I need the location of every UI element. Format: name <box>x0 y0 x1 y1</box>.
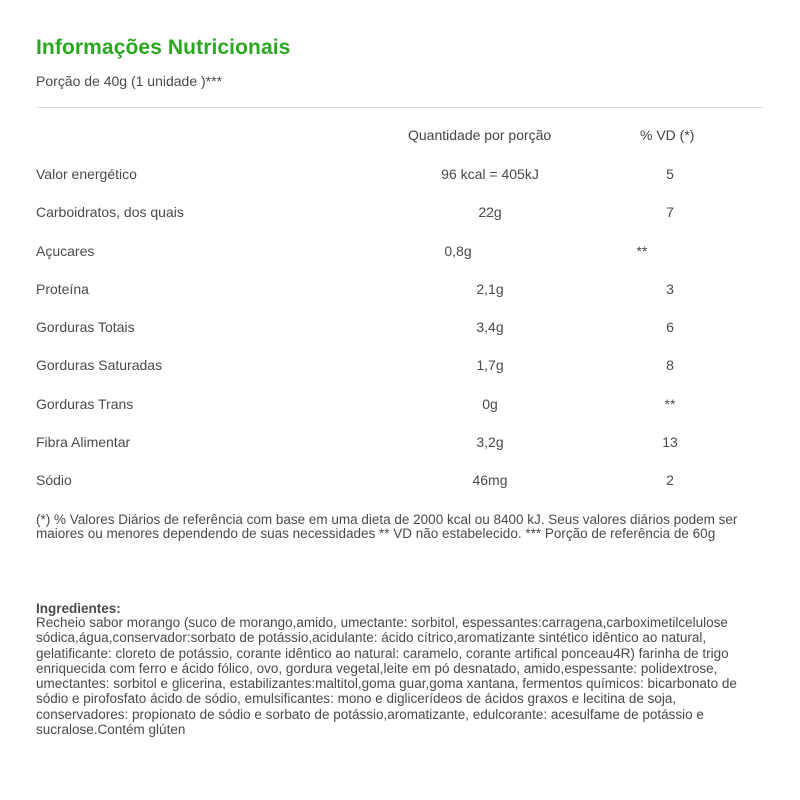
table-row <box>0 396 800 416</box>
table-row <box>0 434 800 454</box>
nutrient-vd: ** <box>664 396 676 412</box>
nutrient-vd: 8 <box>666 357 674 373</box>
nutrient-quantity: 3,2g <box>476 434 504 450</box>
nutrient-quantity: 3,4g <box>476 319 504 335</box>
nutrient-quantity: 96 kcal = 405kJ <box>441 166 539 182</box>
table-row <box>0 281 800 301</box>
nutrient-quantity: 0g <box>482 396 498 412</box>
nutrient-quantity: 1,7g <box>476 357 504 373</box>
nutrient-name: Proteína <box>36 281 89 297</box>
ingredients-text: Recheio sabor morango (suco de morango,amido, umectante: sorbitol, espessantes:carragena,carboximetilcelulose sódica,água,conservador:sorbato de potássio,acidulante: ácido cítrico,aromatizante sintético idêntico ao natural, gelatificante: cloreto de potássio, corante idêntico ao natural: caramelo, corante artifical ponceau4R) farinha de trigo enriquecida com ferro e ácido fólico, ovo, gordura vegetal,leite em pó desnatado, amido,espessante: polidextrose, umectantes: sorbitol e glicerina, estabilizantes:maltitol,goma guar,goma xantana, fermentos químicos: bicarbonato de sódio e pirofosfato ácido de sódio, emulsificantes: mono e diglicerídeos de ácidos graxos e lecitina de soja, conservadores: propionato de sódio e sorbato de potássio,aromatizante, edulcorante: acesulfame de potássio e sucralose.Contém glúten <box>36 615 737 738</box>
nutrient-name: Valor energético <box>36 166 137 182</box>
nutrient-vd: 2 <box>666 472 674 488</box>
nutrient-quantity: 0,8g <box>444 243 472 259</box>
footnote: (*) % Valores Diários de referência com base em uma dieta de 2000 kcal ou 8400 kJ. Seus valores diários podem ser maiores ou menores dependendo de suas necessidades ** VD não estabelecido. *** Porção de referência de 60g <box>36 512 738 541</box>
nutrient-vd: 13 <box>662 434 678 450</box>
table-row <box>0 243 800 263</box>
column-header-quantity: Quantidade por porção <box>408 127 552 143</box>
nutrient-name: Gorduras Saturadas <box>36 357 163 373</box>
table-row <box>0 472 800 492</box>
divider <box>36 107 763 108</box>
nutrient-vd: ** <box>636 243 648 259</box>
column-header-vd: % VD (*) <box>640 127 695 143</box>
table-row <box>0 357 800 377</box>
nutrient-quantity: 46mg <box>472 472 508 488</box>
nutrient-name: Gorduras Trans <box>36 396 134 412</box>
nutrient-vd: 6 <box>666 319 674 335</box>
nutrient-name: Sódio <box>36 472 72 488</box>
table-row <box>0 319 800 339</box>
nutrient-vd: 3 <box>666 281 674 297</box>
portion-size: Porção de 40g (1 unidade )*** <box>36 73 223 89</box>
nutrient-name: Açucares <box>36 243 95 259</box>
nutrient-vd: 7 <box>666 204 674 220</box>
nutrient-name: Gorduras Totais <box>36 319 135 335</box>
nutrient-name: Fibra Alimentar <box>36 434 131 450</box>
nutrient-quantity: 22g <box>478 204 502 220</box>
nutrient-vd: 5 <box>666 166 674 182</box>
nutrient-name: Carboidratos, dos quais <box>36 204 184 220</box>
table-row <box>0 166 800 186</box>
ingredients-heading: Ingredientes: <box>36 601 121 616</box>
table-row <box>0 204 800 224</box>
page-title: Informações Nutricionais <box>36 36 291 59</box>
nutrient-quantity: 2,1g <box>476 281 504 297</box>
